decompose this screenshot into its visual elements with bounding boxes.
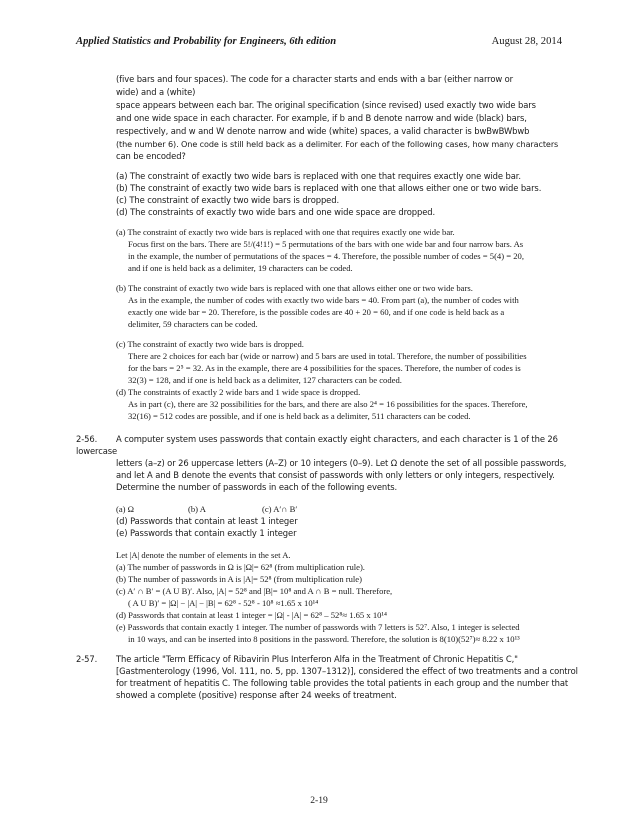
text-line: lowercase <box>76 446 118 456</box>
solution-line: ( A U B)′ = |Ω| − |A| − |B| = 62⁸ - 52⁸ - 10⁸ ≈1.65 x 10¹⁴ <box>128 598 319 608</box>
solution-line: (e) Passwords that contain exactly 1 integer. The number of passwords with 7 letters is 52⁷. Also, 1 integer is selected <box>116 622 520 632</box>
text-line: for treatment of hepatitis C. The following table provides the total patients in each group and the number that <box>116 678 569 688</box>
solution-line: Focus first on the bars. There are 5!/(4!1!) = 5 permutations of the bars with one wide bar and four narrow bars. As <box>128 239 524 249</box>
event-d: (d) Passwords that contain at least 1 integer <box>116 516 298 526</box>
text-line: and one wide space in each character. For example, if b and B denote narrow and wide (black) bars, <box>116 113 527 123</box>
solution-line: As in part (c), there are 32 possibilities for the bars, and there are also 2⁴ = 16 possibilities for the spaces. Therefore, <box>128 399 528 409</box>
event-e: (e) Passwords that contain exactly 1 integer <box>116 528 297 538</box>
solution-c-heading: (c) The constraint of exactly two wide bars is dropped. <box>116 339 304 349</box>
page-number: 2-19 <box>310 795 328 806</box>
case-b: (b) The constraint of exactly two wide bars is replaced with one that allows either one or two wide bars. <box>116 183 542 193</box>
problem-number: 2-57. <box>76 654 98 664</box>
event-c: (c) A′∩ B′ <box>262 504 298 514</box>
solution-line: 32(3) = 128, and if one is held back as a delimiter, 127 characters can be coded. <box>128 375 402 385</box>
solution-intro: Let |A| denote the number of elements in the set A. <box>116 550 291 560</box>
text-line: showed a complete (positive) response after 24 weeks of treatment. <box>116 690 397 700</box>
solution-line: (b) The number of passwords in A is |A|= 52⁸ (from multiplication rule) <box>116 574 362 584</box>
running-header-date: August 28, 2014 <box>491 36 562 47</box>
solution-line: for the bars = 2⁵ = 32. As in the example, there are 4 possibilities for the spaces. Therefore, the number of codes is <box>128 363 521 373</box>
text-line: Determine the number of passwords in each of the following events. <box>116 482 398 492</box>
solution-line: (a) The number of passwords in Ω is |Ω|= 62⁸ (from multiplication rule). <box>116 562 365 572</box>
text-line: wide) and a (white) <box>116 87 196 97</box>
solution-line: (d) Passwords that contain at least 1 integer = |Ω| - |A| = 62⁸ – 52⁸≈ 1.65 x 10¹⁴ <box>116 610 387 620</box>
text-line: A computer system uses passwords that contain exactly eight characters, and each character is 1 of the 26 <box>116 434 558 444</box>
solution-a-heading: (a) The constraint of exactly two wide bars is replaced with one that requires exactly one wide bar. <box>116 227 455 237</box>
case-c: (c) The constraint of exactly two wide bars is dropped. <box>116 195 340 205</box>
solution-line: and if one is held back as a delimiter, 19 characters can be coded. <box>128 263 353 273</box>
solution-line: exactly one wide bar = 20. Therefore, is the possible codes are 40 + 20 = 60, and if one code is held back as a <box>128 307 505 317</box>
solution-line: 32(16) = 512 codes are possible, and if one is held back as a delimiter, 511 characters can be coded. <box>128 411 471 421</box>
case-a: (a) The constraint of exactly two wide bars is replaced with one that requires exactly one wide bar. <box>116 171 521 181</box>
text-line: respectively, and w and W denote narrow and wide (white) spaces, a valid character is bwBwBWbwb <box>116 126 530 136</box>
solution-line: As in the example, the number of codes with exactly two wide bars = 40. From part (a), the number of codes with <box>128 295 519 305</box>
running-header-title: Applied Statistics and Probability for Engineers, 6th edition <box>76 36 337 47</box>
solution-d-heading: (d) The constraints of exactly 2 wide bars and 1 wide space is dropped. <box>116 387 361 397</box>
event-a: (a) Ω <box>116 504 135 514</box>
text-line: (the number 6). One code is still held back as a delimiter. For each of the following cases, how many characters <box>116 139 559 149</box>
text-line: and let A and B denote the events that consist of passwords with only letters or only integers, respectively. <box>116 470 555 480</box>
solution-line: delimiter, 59 characters can be coded. <box>128 319 258 329</box>
case-d: (d) The constraints of exactly two wide bars and one wide space are dropped. <box>116 207 436 217</box>
solution-b-heading: (b) The constraint of exactly two wide bars is replaced with one that allows either one or two wide bars. <box>116 283 473 293</box>
text-line: letters (a–z) or 26 uppercase letters (A–Z) or 10 integers (0–9). Let Ω denote the set of all possible passwords, <box>116 458 567 468</box>
text-line: space appears between each bar. The original specification (since revised) used exactly two wide bars <box>116 100 536 110</box>
event-b: (b) A <box>188 504 206 514</box>
solution-line: in the example, the number of permutations of the spaces = 4. Therefore, the possible number of codes = 5(4) = 20, <box>128 251 524 261</box>
solution-line: There are 2 choices for each bar (wide or narrow) and 5 bars are used in total. Therefore, the number of possibilities <box>128 351 527 361</box>
solution-line: (c) A′ ∩ B′ = (A U B)′. Also, |A| = 52⁸ and |B|= 10⁸ and A ∩ B = null. Therefore, <box>116 586 393 596</box>
text-line: [Gastmenterology (1996, Vol. 111, no. 5, pp. 1307–1312)], considered the effect of two treatments and a control <box>116 666 578 676</box>
text-line: (five bars and four spaces). The code for a character starts and ends with a bar (either narrow or <box>116 74 514 84</box>
solution-line: in 10 ways, and can be inserted into 8 positions in the password. Therefore, the solution is 8(10)(52⁷)≈ 8.22 x 10¹³ <box>128 634 520 644</box>
text-line: can be encoded? <box>116 151 186 161</box>
problem-number: 2-56. <box>76 434 98 444</box>
text-line: The article "Term Efficacy of Ribavirin Plus Interferon Alfa in the Treatment of Chronic Hepatitis C," <box>116 654 518 664</box>
